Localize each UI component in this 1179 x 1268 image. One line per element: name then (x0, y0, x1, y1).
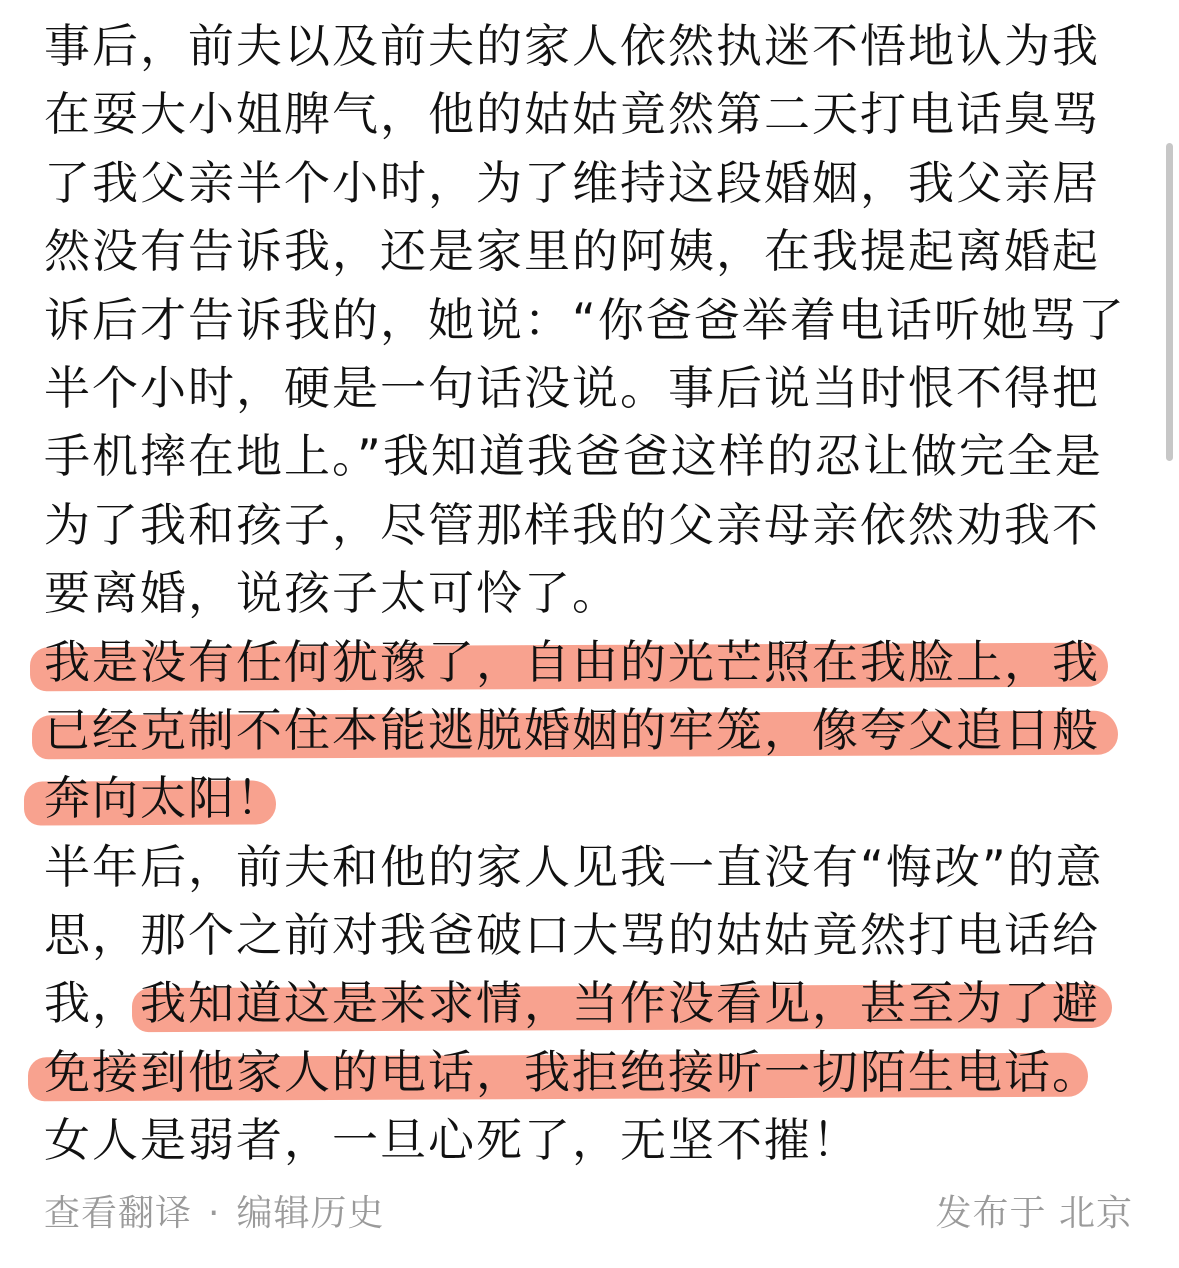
paragraph-line (44, 422, 1124, 490)
line-text: 事后，前夫以及前夫的家人依然执迷不悟地认为我 (44, 19, 1100, 73)
paragraph-line (44, 1106, 1124, 1174)
view-translation-link[interactable]: 查看翻译 (44, 1193, 193, 1234)
paragraph-line (44, 559, 1124, 627)
line-text: 女人是弱者，一旦心死了，无坚不摧！ (44, 1113, 860, 1168)
paragraph-line (44, 149, 1124, 217)
paragraph-line (44, 901, 1124, 969)
line-text: 我，我知道这是来求情，当作没看见，甚至为了避 (44, 976, 1100, 1031)
paragraph-line (44, 286, 1124, 354)
footer-separator: · (208, 1193, 221, 1234)
line-text: 诉后才告诉我的，她说：“你爸爸举着电话听她骂了 (44, 292, 1126, 347)
edit-history-link[interactable]: 编辑历史 (236, 1193, 385, 1234)
line-text: 奔向太阳！ (44, 771, 284, 826)
paragraph-line (44, 217, 1124, 285)
line-text: 半年后，前夫和他的家人见我一直没有“悔改”的意 (44, 839, 1104, 894)
line-text: 已经克制不住本能逃脱婚姻的牢笼，像夸父追日般 (44, 702, 1100, 757)
paragraph-line (44, 491, 1124, 559)
paragraph-line (44, 833, 1124, 901)
line-text: 在耍大小姐脾气，他的姑姑竟然第二天打电话臭骂 (44, 87, 1100, 142)
line-text: 了我父亲半个小时，为了维持这段婚姻，我父亲居 (44, 155, 1100, 210)
line-text: 然没有告诉我，还是家里的阿姨，在我提起离婚起 (44, 224, 1100, 279)
line-text: 免接到他家人的电话，我拒绝接听一切陌生电话。 (44, 1044, 1100, 1099)
line-text: 手机摔在地上。”我知道我爸爸这样的忍让做完全是 (44, 429, 1103, 484)
highlighted-line (44, 969, 1124, 1037)
highlighted-line (44, 696, 1124, 764)
line-text: 我是没有任何犹豫了，自由的光芒照在我脸上，我 (44, 634, 1100, 689)
highlighted-line (44, 1038, 1124, 1106)
footer-actions (44, 1190, 384, 1238)
publish-location: 发布于 北京 (935, 1193, 1133, 1234)
post-footer (44, 1190, 1133, 1238)
highlighted-line (44, 628, 1124, 696)
paragraph-line (44, 354, 1124, 422)
article-body (44, 12, 1124, 1175)
scrollbar[interactable] (1166, 143, 1173, 461)
highlighted-line (44, 764, 1124, 832)
line-text: 为了我和孩子，尽管那样我的父亲母亲依然劝我不 (44, 497, 1100, 552)
line-text: 半个小时，硬是一句话没说。事后说当时恨不得把 (44, 360, 1100, 415)
paragraph-line (44, 80, 1124, 148)
paragraph-line (44, 12, 1124, 80)
line-text: 要离婚，说孩子太可怜了。 (44, 566, 620, 621)
line-text: 思，那个之前对我爸破口大骂的姑姑竟然打电话给 (44, 908, 1100, 963)
